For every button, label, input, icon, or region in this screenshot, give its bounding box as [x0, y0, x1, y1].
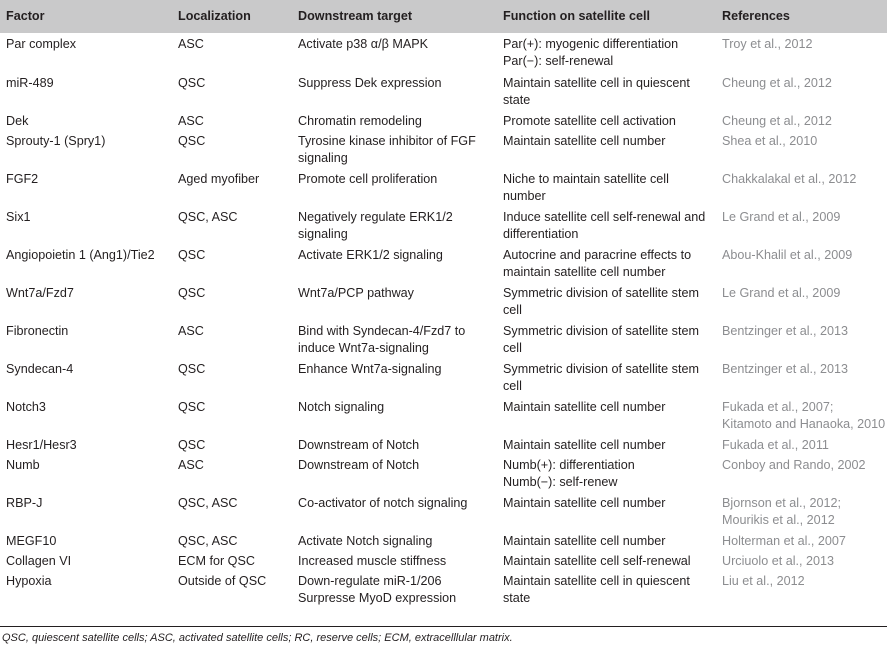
cell-localization: Aged myofiber [178, 172, 260, 186]
cell-function: Numb(+): differentiation Numb(−): self-renew [503, 458, 635, 489]
cell-downstream-target: Enhance Wnt7a-signaling [298, 362, 442, 376]
header-factor: Factor [6, 9, 45, 23]
table-row [0, 454, 887, 492]
bottom-rule [0, 626, 887, 627]
header-localization: Localization [178, 9, 251, 23]
cell-downstream-target: Bind with Syndecan-4/Fzd7 to induce Wnt7a-signaling [298, 324, 466, 355]
cell-localization: QSC [178, 438, 206, 452]
table-footnote: QSC, quiescent satellite cells; ASC, activated satellite cells; RC, reserve cells; ECM, extracelllular matrix. [2, 632, 513, 644]
cell-reference: Bjornson et al., 2012; Mourikis et al., 2012 [722, 496, 842, 527]
cell-reference: Shea et al., 2010 [722, 134, 818, 148]
cell-reference: Fukada et al., 2011 [722, 438, 829, 452]
cell-function: Maintain satellite cell number [503, 438, 666, 452]
cell-function: Promote satellite cell activation [503, 114, 676, 128]
table-row [0, 550, 887, 570]
table-row [0, 33, 887, 72]
cell-downstream-target: Negatively regulate ERK1/2 signaling [298, 210, 453, 241]
cell-function: Maintain satellite cell number [503, 496, 666, 510]
cell-factor: Par complex [6, 37, 76, 51]
cell-downstream-target: Promote cell proliferation [298, 172, 438, 186]
cell-localization: QSC [178, 76, 206, 90]
cell-function: Maintain satellite cell number [503, 534, 666, 548]
table-row [0, 206, 887, 244]
cell-downstream-target: Notch signaling [298, 400, 385, 414]
cell-reference: Bentzinger et al., 2013 [722, 324, 849, 338]
cell-factor: Wnt7a/Fzd7 [6, 286, 74, 300]
cell-reference: Troy et al., 2012 [722, 37, 813, 51]
cell-function: Maintain satellite cell number [503, 134, 666, 148]
cell-factor: Fibronectin [6, 324, 69, 338]
cell-function: Symmetric division of satellite stem cell [503, 286, 699, 317]
cell-reference: Fukada et al., 2007; Kitamoto and Hanaoka, 2010 [722, 400, 886, 431]
cell-reference: Le Grand et al., 2009 [722, 210, 841, 224]
cell-factor: Six1 [6, 210, 31, 224]
cell-factor: MEGF10 [6, 534, 57, 548]
cell-downstream-target: Activate ERK1/2 signaling [298, 248, 443, 262]
table-row [0, 320, 887, 358]
cell-reference: Cheung et al., 2012 [722, 76, 832, 90]
cell-localization: QSC, ASC [178, 210, 238, 224]
cell-reference: Conboy and Rando, 2002 [722, 458, 866, 472]
table-row [0, 244, 887, 282]
cell-function: Symmetric division of satellite stem cell [503, 324, 699, 355]
cell-localization: Outside of QSC [178, 574, 267, 588]
cell-downstream-target: Downstream of Notch [298, 438, 420, 452]
cell-localization: ASC [178, 458, 204, 472]
table-row [0, 130, 887, 168]
cell-localization: QSC, ASC [178, 534, 238, 548]
cell-function: Symmetric division of satellite stem cell [503, 362, 699, 393]
cell-function: Maintain satellite cell in quiescent state [503, 574, 690, 605]
table-row [0, 396, 887, 434]
cell-reference: Cheung et al., 2012 [722, 114, 832, 128]
cell-downstream-target: Down-regulate miR-1/206 Surpresse MyoD expression [298, 574, 457, 605]
table-row [0, 530, 887, 550]
cell-localization: QSC [178, 362, 206, 376]
cell-factor: Angiopoietin 1 (Ang1)/Tie2 [6, 248, 155, 262]
cell-downstream-target: Suppress Dek expression [298, 76, 442, 90]
header-function: Function on satellite cell [503, 9, 650, 23]
cell-factor: Notch3 [6, 400, 46, 414]
cell-downstream-target: Wnt7a/PCP pathway [298, 286, 414, 300]
cell-localization: QSC [178, 286, 206, 300]
header-row [0, 0, 887, 33]
cell-reference: Abou-Khalil et al., 2009 [722, 248, 853, 262]
table-row [0, 168, 887, 206]
cell-downstream-target: Tyrosine kinase inhibitor of FGF signaling [298, 134, 476, 165]
cell-reference: Urciuolo et al., 2013 [722, 554, 835, 568]
cell-downstream-target: Co-activator of notch signaling [298, 496, 468, 510]
table-row [0, 72, 887, 110]
cell-function: Maintain satellite cell self-renewal [503, 554, 691, 568]
table-row [0, 358, 887, 396]
cell-reference: Le Grand et al., 2009 [722, 286, 841, 300]
cell-function: Maintain satellite cell number [503, 400, 666, 414]
header-references: References [722, 9, 790, 23]
cell-factor: RBP-J [6, 496, 43, 510]
cell-factor: Collagen VI [6, 554, 72, 568]
cell-reference: Holterman et al., 2007 [722, 534, 846, 548]
cell-factor: Dek [6, 114, 29, 128]
cell-localization: QSC [178, 248, 206, 262]
cell-factor: Hesr1/Hesr3 [6, 438, 77, 452]
cell-localization: ASC [178, 37, 204, 51]
cell-function: Autocrine and paracrine effects to maintain satellite cell number [503, 248, 692, 279]
cell-function: Par(+): myogenic differentiation Par(−): self-renewal [503, 37, 679, 68]
table-row [0, 570, 887, 608]
cell-localization: ASC [178, 324, 204, 338]
cell-downstream-target: Activate Notch signaling [298, 534, 433, 548]
cell-factor: Syndecan-4 [6, 362, 74, 376]
cell-factor: Numb [6, 458, 40, 472]
cell-function: Maintain satellite cell in quiescent state [503, 76, 690, 107]
cell-factor: Sprouty-1 (Spry1) [6, 134, 106, 148]
cell-function: Induce satellite cell self-renewal and differentiation [503, 210, 706, 241]
cell-downstream-target: Increased muscle stiffness [298, 554, 447, 568]
table-row [0, 110, 887, 130]
cell-reference: Bentzinger et al., 2013 [722, 362, 849, 376]
cell-localization: QSC [178, 400, 206, 414]
cell-factor: FGF2 [6, 172, 39, 186]
table-row [0, 434, 887, 454]
table-body [0, 33, 887, 608]
cell-downstream-target: Chromatin remodeling [298, 114, 422, 128]
cell-function: Niche to maintain satellite cell number [503, 172, 669, 203]
cell-reference: Chakkalakal et al., 2012 [722, 172, 857, 186]
cell-reference: Liu et al., 2012 [722, 574, 805, 588]
header-downstream-target: Downstream target [298, 9, 413, 23]
cell-factor: miR-489 [6, 76, 54, 90]
cell-localization: ECM for QSC [178, 554, 255, 568]
cell-downstream-target: Activate p38 α/β MAPK [298, 37, 429, 51]
cell-localization: QSC, ASC [178, 496, 238, 510]
table-row [0, 492, 887, 530]
cell-localization: QSC [178, 134, 206, 148]
table-row [0, 282, 887, 320]
cell-factor: Hypoxia [6, 574, 52, 588]
cell-downstream-target: Downstream of Notch [298, 458, 420, 472]
cell-localization: ASC [178, 114, 204, 128]
